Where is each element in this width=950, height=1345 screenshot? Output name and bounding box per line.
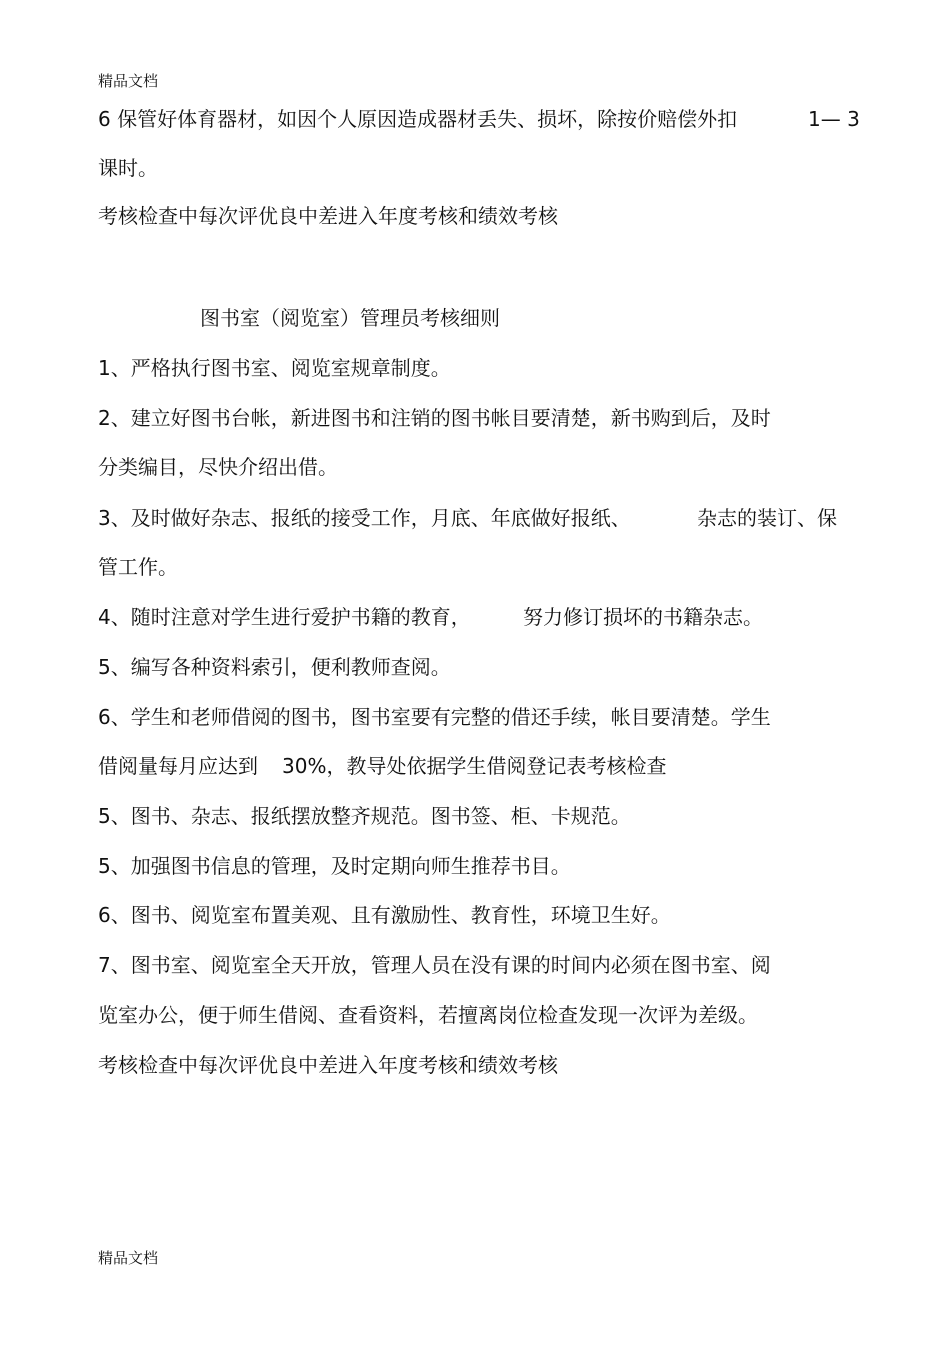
list-item: 7、图书室、阅览室全天开放，管理人员在没有课的时间内必须在图书室、阅	[98, 953, 771, 977]
list-item-continuation: 览室办公，便于师生借阅、查看资料，若擅离岗位检查发现一次评为差级。	[98, 1003, 758, 1027]
closing-line: 考核检查中每次评优良中差进入年度考核和绩效考核	[98, 1053, 558, 1077]
list-item: 6、图书、阅览室布置美观、且有激励性、教育性，环境卫生好。	[98, 903, 671, 927]
paragraph-line: 课时。	[98, 156, 158, 180]
page-header: 精品文档	[98, 72, 159, 90]
list-item: 5、图书、杂志、报纸摆放整齐规范。图书签、柜、卡规范。	[98, 804, 631, 828]
list-item-tail: 杂志的装订、保	[697, 506, 837, 530]
list-item-continuation-tail: 30%，教导处依据学生借阅登记表考核检查	[282, 754, 667, 778]
list-item: 3、及时做好杂志、报纸的接受工作，月底、年底做好报纸、	[98, 506, 631, 530]
list-item-continuation: 管工作。	[98, 555, 178, 579]
list-item: 6、学生和老师借阅的图书，图书室要有完整的借还手续，帐目要清楚。学生	[98, 705, 771, 729]
list-item: 2、建立好图书台帐，新进图书和注销的图书帐目要清楚，新书购到后，及时	[98, 406, 771, 430]
paragraph-line: 考核检查中每次评优良中差进入年度考核和绩效考核	[98, 204, 558, 228]
section-title: 图书室（阅览室）管理员考核细则	[200, 306, 500, 330]
list-item: 5、编写各种资料索引，便利教师查阅。	[98, 655, 451, 679]
list-item-continuation: 分类编目，尽快介绍出借。	[98, 455, 338, 479]
list-item: 1、严格执行图书室、阅览室规章制度。	[98, 356, 451, 380]
list-item-tail: 努力修订损坏的书籍杂志。	[523, 605, 763, 629]
list-item-continuation: 借阅量每月应达到	[98, 754, 258, 778]
paragraph-line: 6 保管好体育器材，如因个人原因造成器材丢失、损坏，除按价赔偿外扣	[98, 107, 738, 131]
list-item: 5、加强图书信息的管理，及时定期向师生推荐书目。	[98, 854, 571, 878]
paragraph-line-tail: 1— 3	[808, 107, 860, 131]
list-item: 4、随时注意对学生进行爱护书籍的教育，	[98, 605, 471, 629]
page-footer: 精品文档	[98, 1249, 159, 1267]
